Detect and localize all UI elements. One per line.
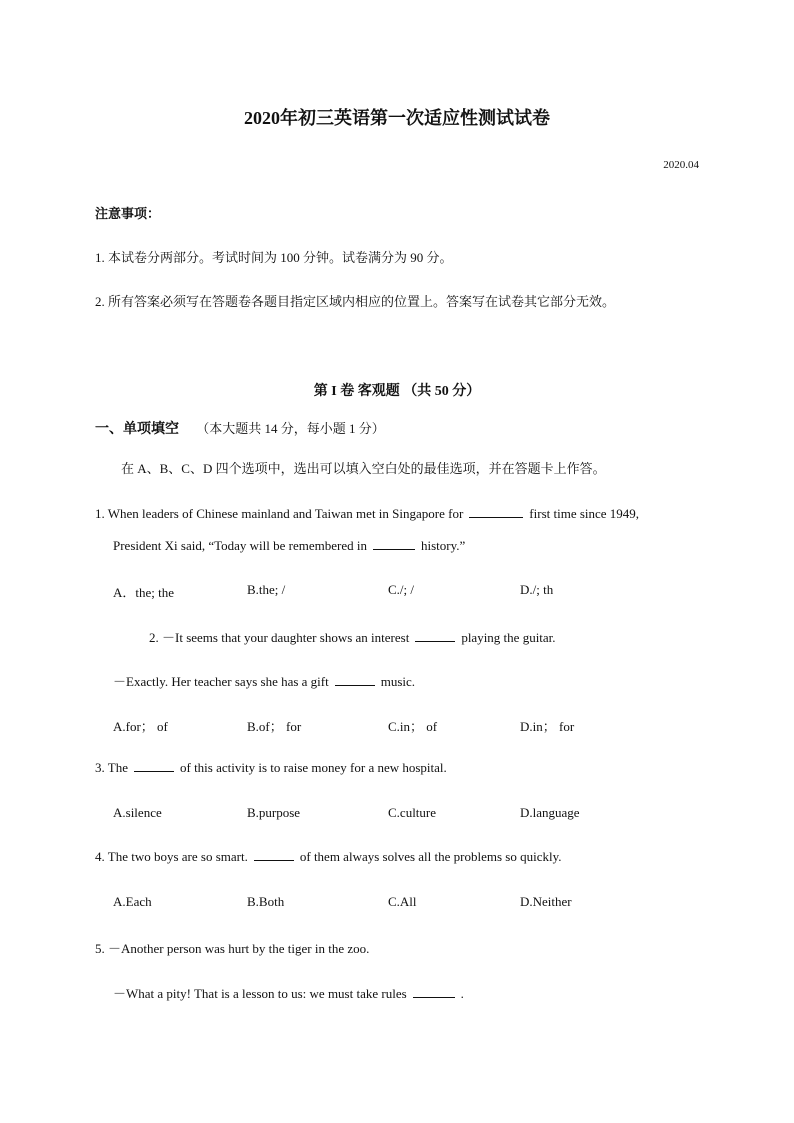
section1-instruction: 在 A、B、C、D 四个选项中，选出可以填入空白处的最佳选项，并在答题卡上作答。 (121, 461, 606, 476)
question-2-text-c: －Exactly. Her teacher says she has a gift (113, 674, 329, 689)
question-1-text-d: history.” (420, 538, 466, 553)
question-3-text-a: 3. The (95, 760, 128, 775)
note-item-1: 1. 本试卷分两部分。考试时间为 100 分钟。试卷满分为 90 分。 (95, 250, 453, 265)
question-2-text-b: playing the guitar. (461, 630, 556, 645)
option-a: A.silence (113, 805, 162, 820)
question-4-text-a: 4. The two boys are so smart. (95, 849, 248, 864)
answer-blank (335, 684, 375, 686)
option-d: D.language (520, 805, 580, 820)
answer-blank (415, 640, 455, 642)
option-c: C./; / (388, 582, 415, 597)
section1-heading-line (95, 418, 385, 438)
option-d: D.in； for (520, 719, 575, 734)
question-3-line1 (95, 760, 447, 776)
option-d: D./; th (520, 582, 554, 597)
question-2-text-d: music. (380, 674, 416, 689)
question-4-line1 (95, 849, 562, 865)
option-b: B.Both (247, 894, 285, 909)
question-2-line2 (113, 671, 415, 690)
option-a: A.for； of (113, 719, 168, 734)
option-c: C.culture (388, 805, 437, 820)
question-5-text-a: －What a pity! That is a lesson to us: we must take rules (113, 986, 407, 1001)
question-4-text-b: of them always solves all the problems so quickly. (299, 849, 562, 864)
question-2-line1 (149, 627, 556, 646)
option-d: D.Neither (520, 894, 572, 909)
answer-blank (134, 770, 174, 772)
section1-heading: 一、单项填空 (95, 422, 179, 437)
answer-blank (413, 996, 455, 998)
question-1-number: 1. (95, 506, 105, 521)
question-1-text-c: President Xi said, “Today will be remembered in (113, 538, 367, 553)
answer-blank (373, 548, 415, 550)
option-b: B.the; / (247, 582, 286, 597)
notes-heading: 注意事项： (95, 206, 161, 221)
question-2-text-a: 2. －It seems that your daughter shows an interest (149, 630, 410, 645)
question-5-text-b: . (460, 986, 464, 1001)
option-a: A．the; the (113, 585, 175, 600)
exam-date: 2020.04 (663, 159, 699, 171)
option-c: C.All (388, 894, 417, 909)
question-1-text-a: When leaders of Chinese mainland and Taiwan met in Singapore for (107, 506, 464, 521)
question-1-line2 (113, 538, 465, 554)
question-5-line2 (113, 983, 464, 1002)
page-title: 2020年初三英语第一次适应性测试试卷 (244, 108, 550, 128)
answer-blank (469, 516, 523, 518)
note-item-2: 2. 所有答案必须写在答题卷各题目指定区域内相应的位置上。答案写在试卷其它部分无效。 (95, 294, 616, 309)
option-b: B.of； for (247, 719, 302, 734)
option-b: B.purpose (247, 805, 301, 820)
question-1-line1 (95, 506, 639, 522)
answer-blank (254, 859, 294, 861)
part1-title: 第 I 卷 客观题 （共 50 分） (313, 384, 481, 399)
section1-note: （本大题共 14 分，每小题 1 分） (196, 421, 385, 436)
question-1-text-b: first time since 1949, (529, 506, 640, 521)
option-a: A.Each (113, 894, 152, 909)
option-c: C.in； of (388, 719, 438, 734)
question-3-text-b: of this activity is to raise money for a new hospital. (179, 760, 447, 775)
question-5-line1: 5. －Another person was hurt by the tiger in the zoo. (95, 941, 370, 956)
